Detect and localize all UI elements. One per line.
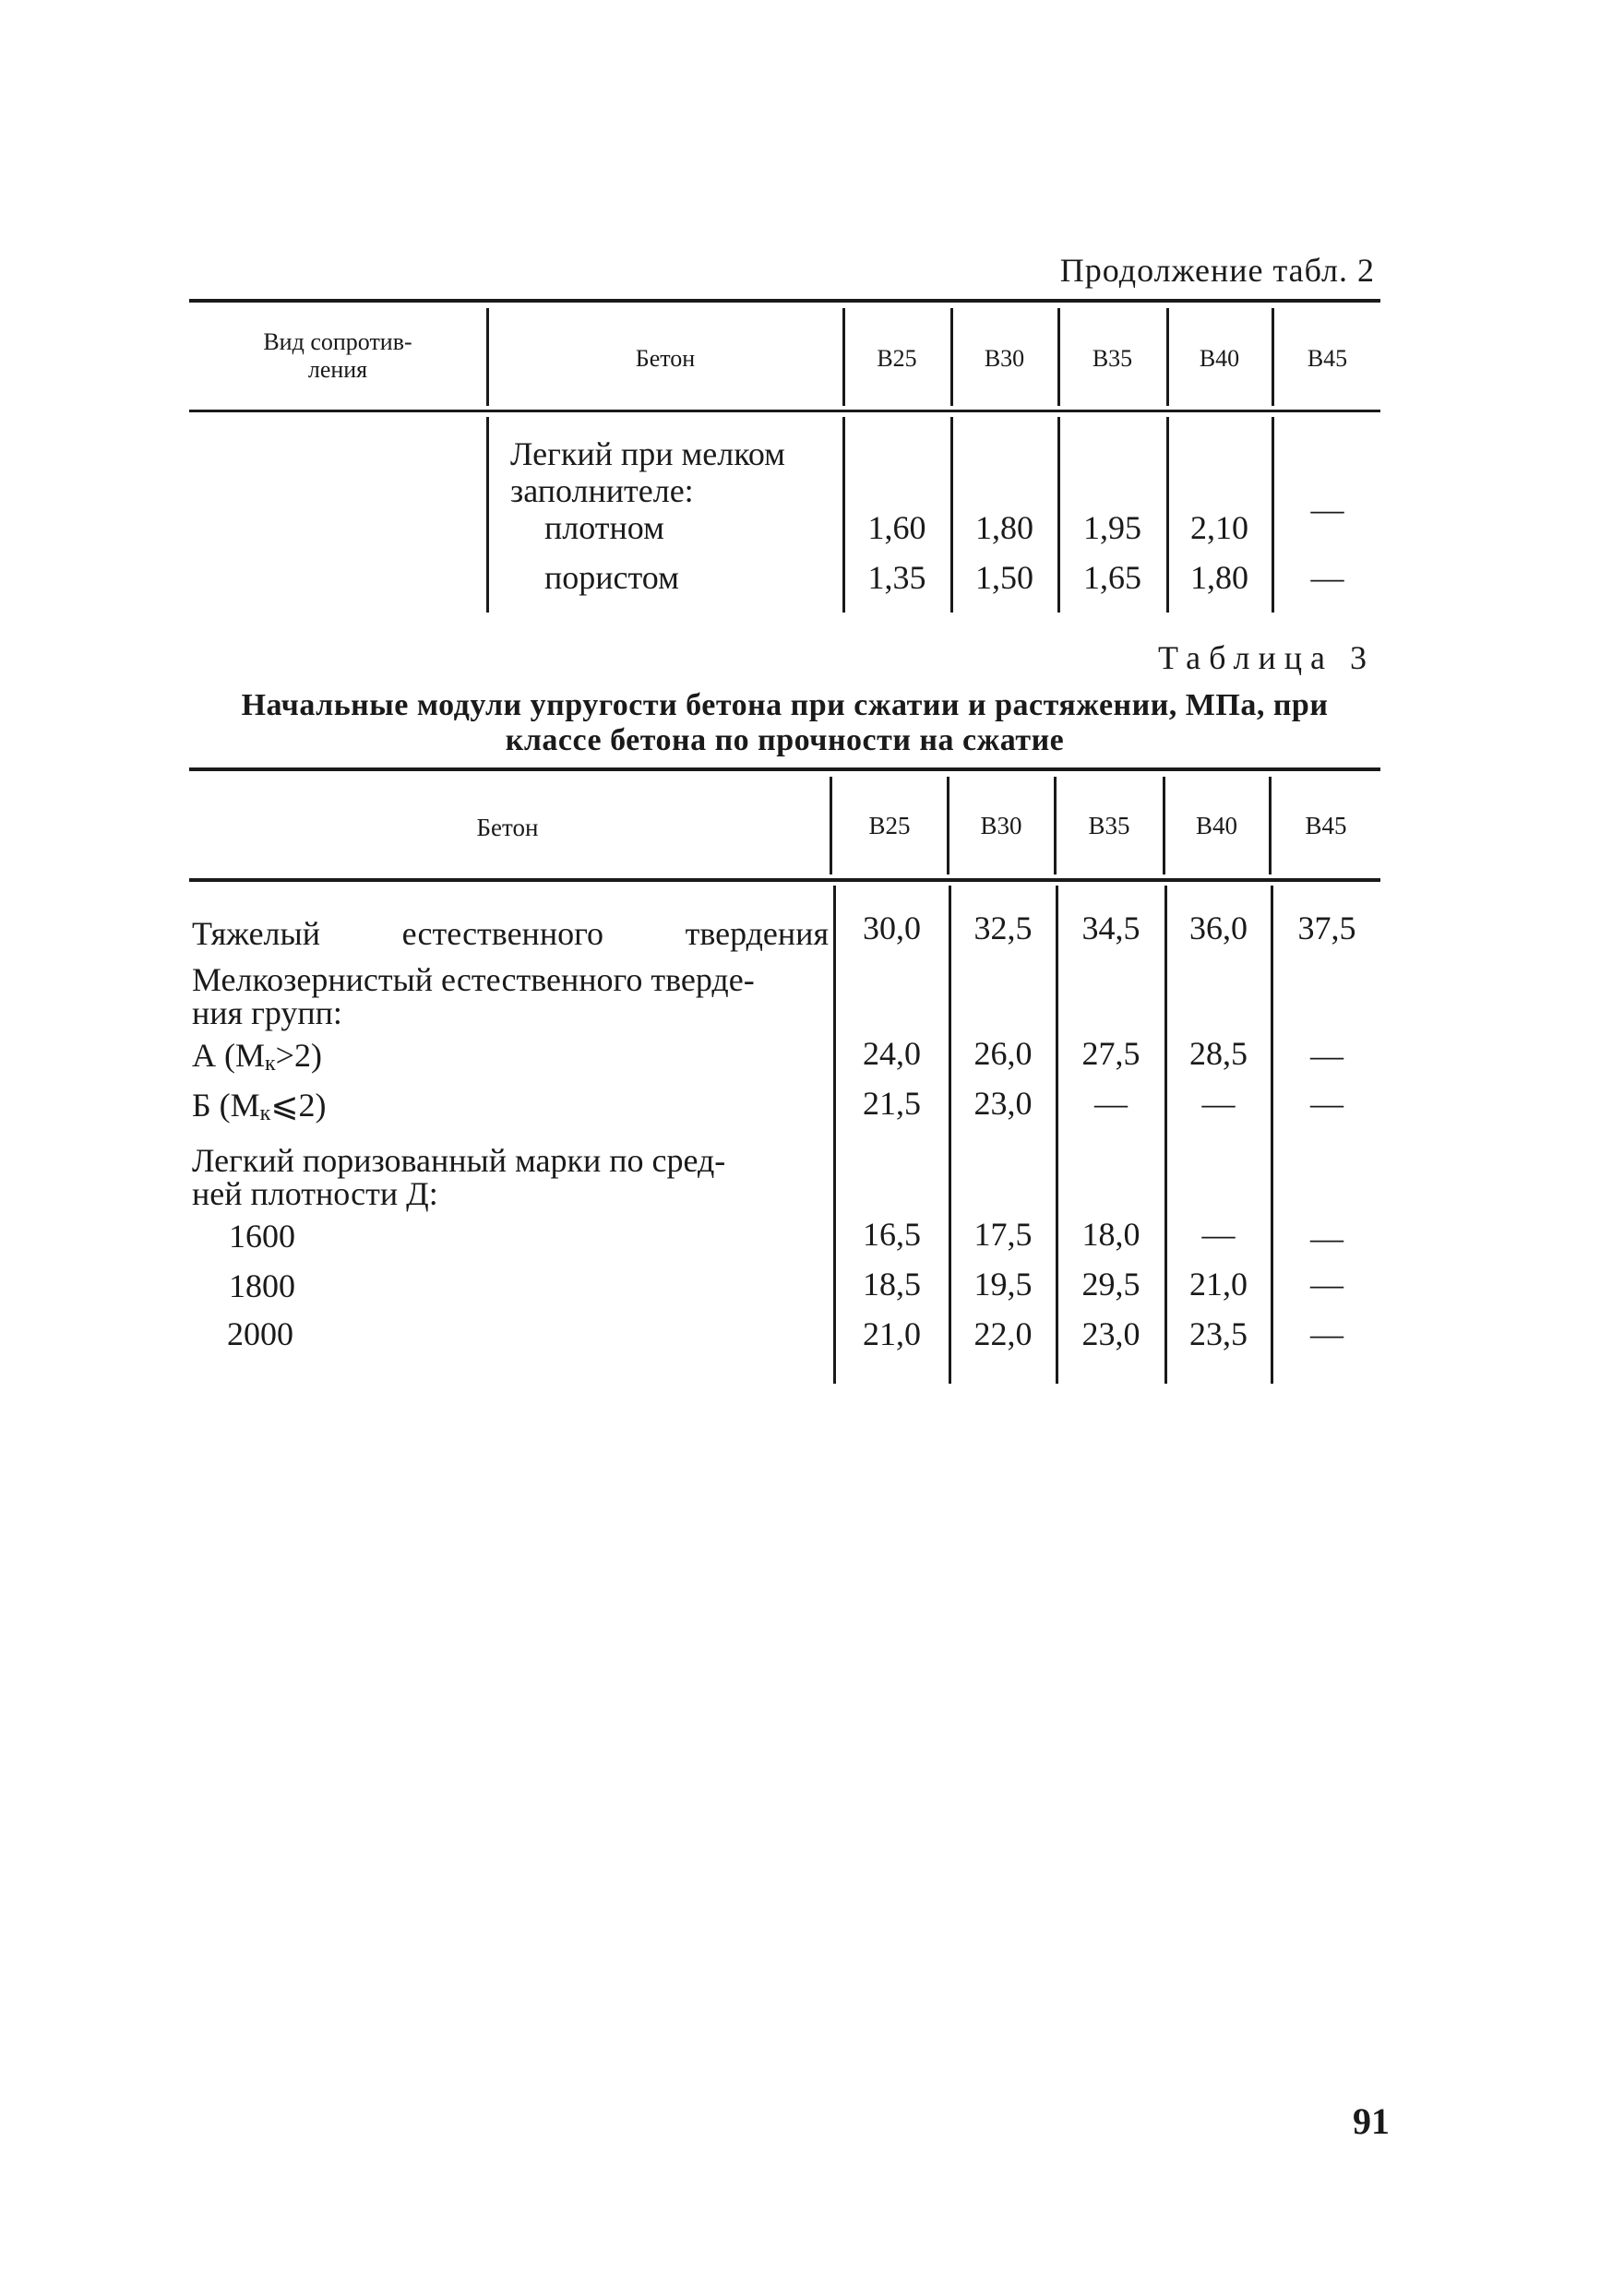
table2-header-b35: B35 xyxy=(1092,345,1133,372)
table3-header-b40: B40 xyxy=(1195,812,1237,839)
table2-cell: — xyxy=(1310,559,1344,596)
table3-cell: 23,0 xyxy=(973,1085,1033,1122)
table3-cell: 32,5 xyxy=(973,910,1033,946)
table3-header-rule xyxy=(189,878,1380,882)
table3-top-rule xyxy=(189,767,1380,771)
table3-cell: 16,5 xyxy=(863,1216,921,1253)
table3-cell: 37,5 xyxy=(1297,910,1356,946)
table2-group-label: Легкий при мелком заполнителе: xyxy=(510,435,785,509)
table3-row-label: 1600 xyxy=(229,1218,295,1255)
table3-cell: — xyxy=(1201,1216,1236,1253)
table2-cell: — xyxy=(1310,491,1344,528)
table2-header-concrete: Бетон xyxy=(635,345,696,372)
table3-cell: 27,5 xyxy=(1081,1035,1140,1072)
table3-header-b45: B45 xyxy=(1305,812,1347,839)
table2-column-divider xyxy=(486,308,489,406)
table3-cell: 21,0 xyxy=(863,1315,921,1352)
table2-cell: 2,10 xyxy=(1190,509,1248,546)
table3-row-label: Мелкозернистый естественного тверде- ния групп: xyxy=(192,961,755,1031)
table2-cell: 1,80 xyxy=(1190,559,1248,596)
table2-cell: 1,65 xyxy=(1083,559,1141,596)
table3-cell: — xyxy=(1310,1219,1343,1256)
table2-column-divider xyxy=(486,417,489,613)
table3-header-b30: B30 xyxy=(980,812,1022,839)
table2-row-label: пористом xyxy=(544,559,679,596)
table3-cell: — xyxy=(1310,1037,1343,1074)
table3-cell: — xyxy=(1201,1085,1236,1122)
table3-cell: 23,5 xyxy=(1189,1315,1248,1352)
table3-cell: 17,5 xyxy=(973,1216,1033,1253)
table3-cell: 23,0 xyxy=(1081,1315,1140,1352)
table3-column-divider xyxy=(1164,886,1167,1384)
table3-header-b35: B35 xyxy=(1088,812,1130,839)
table3-label: Таблица 3 xyxy=(1158,639,1375,676)
table3-cell: 36,0 xyxy=(1189,910,1248,946)
table3-column-divider xyxy=(1056,886,1058,1384)
table3-cell: 18,0 xyxy=(1081,1216,1140,1253)
table2-cell: 1,35 xyxy=(867,559,926,596)
table3-header-concrete: Бетон xyxy=(476,814,539,841)
table3-column-divider xyxy=(830,777,832,874)
table2-cell: 1,50 xyxy=(975,559,1033,596)
table3-column-divider xyxy=(949,886,951,1384)
table2-header-resistance-type: Вид сопротив- ления xyxy=(263,328,412,383)
table3-cell: 29,5 xyxy=(1081,1266,1140,1303)
table3-row-label: 1800 xyxy=(229,1267,295,1304)
table2-cell: 1,80 xyxy=(975,509,1033,546)
table3-cell: 30,0 xyxy=(863,910,921,946)
table3-cell: 26,0 xyxy=(973,1035,1033,1072)
table3-row-label: Легкий поризованный марки по сред- ней плотности Д: xyxy=(192,1142,726,1212)
table3-cell: 22,0 xyxy=(973,1315,1033,1352)
table2-header-b40: B40 xyxy=(1199,345,1240,372)
table2-header-rule xyxy=(189,410,1380,412)
table2-header-b30: B30 xyxy=(984,345,1025,372)
table3-row-label: А $(М_к>2)$ xyxy=(192,1037,322,1076)
table3-header-b25: B25 xyxy=(868,812,911,839)
table3-column-divider xyxy=(1271,886,1273,1384)
table2-header-b25: B25 xyxy=(877,345,917,372)
table2-top-rule xyxy=(189,299,1380,303)
table3-cell: 34,5 xyxy=(1081,910,1140,946)
table3-cell: 19,5 xyxy=(973,1266,1033,1303)
table3-cell: 24,0 xyxy=(863,1035,921,1072)
table2-header-b45: B45 xyxy=(1307,345,1348,372)
table3-cell: 28,5 xyxy=(1189,1035,1248,1072)
table3-cell: 21,5 xyxy=(863,1085,921,1122)
table3-row-label: Б $(М_к⩽2)$ xyxy=(192,1087,327,1125)
table3-row-label: Тяжелый естественного твердения xyxy=(192,915,829,952)
table3-title: Начальные модули упругости бетона при сжатии и растяжении, МПа, при классе бетона по прочности на сжатие xyxy=(241,688,1329,757)
table2-row-label: плотном xyxy=(544,509,664,546)
table3-cell: — xyxy=(1310,1085,1343,1122)
table3-cell: — xyxy=(1310,1315,1343,1352)
table2-continuation-label: Продолжение табл. 2 xyxy=(1059,252,1375,289)
table3-cell: 21,0 xyxy=(1189,1266,1248,1303)
page-number: 91 xyxy=(1353,2100,1390,2142)
table3-cell: — xyxy=(1310,1266,1343,1303)
table2-cell: 1,60 xyxy=(867,509,926,546)
table3-cell: — xyxy=(1094,1085,1128,1122)
table3-column-divider xyxy=(833,886,836,1384)
table2-cell: 1,95 xyxy=(1083,509,1141,546)
table3-row-label: 2000 xyxy=(227,1315,293,1352)
table3-cell: 18,5 xyxy=(863,1266,921,1303)
